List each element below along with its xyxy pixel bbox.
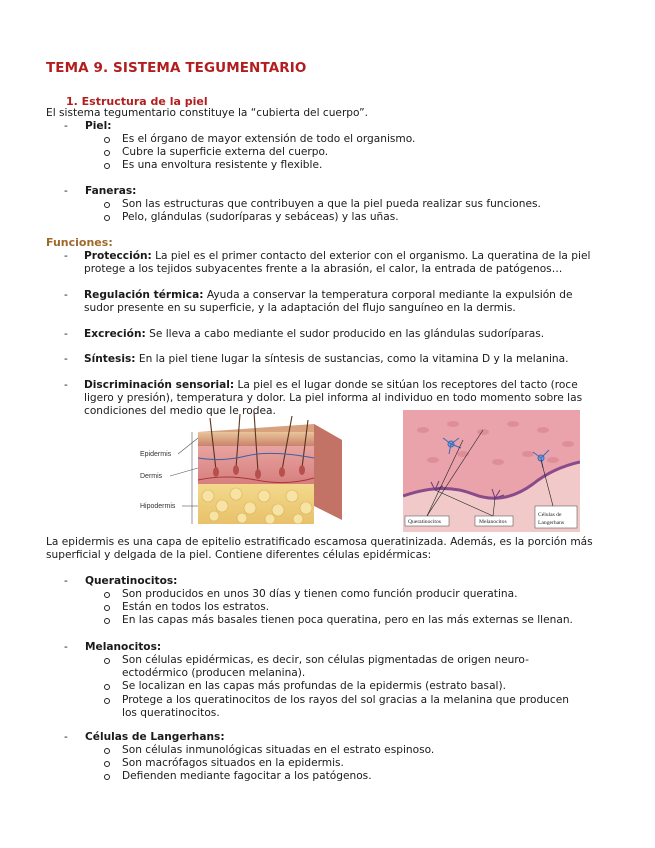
funcion-text: En la piel tiene lugar la síntesis de sustancias, como la vitamina D y la melanina.: [135, 353, 569, 365]
dash-bullet: -: [64, 328, 68, 340]
funcion-text: La piel es el primer contacto del exterior con el organismo. La queratina de la piel protege a los tejidos subyacentes frente a la abrasión, el calor, la entrada de patógenos…: [84, 250, 591, 276]
label-langerhans: Células de Langerhans: [538, 512, 565, 526]
list-item: Es el órgano de mayor extensión de todo el organismo.: [104, 133, 604, 146]
funcion-label: Síntesis:: [84, 353, 136, 365]
funcion-regulacion: [84, 289, 600, 315]
figure1-leader-lines: [170, 432, 198, 524]
funcion-text: Se lleva a cabo mediante el sudor producido en las glándulas sudoríparas.: [145, 328, 545, 340]
dash-bullet: -: [64, 289, 68, 301]
funcion-excrecion: [84, 328, 600, 341]
label-hipodermis: Hipodermis: [140, 503, 176, 510]
dash-bullet: -: [64, 185, 68, 197]
funcion-label: Protección:: [84, 250, 152, 262]
dash-bullet: -: [64, 120, 68, 132]
list-item: Son células inmunológicas situadas en el estrato espinoso.: [104, 744, 604, 757]
list-item: Cubre la superficie externa del cuerpo.: [104, 146, 604, 159]
dash-bullet: -: [64, 641, 68, 653]
queratinocitos-label: Queratinocitos:: [85, 575, 178, 587]
melanocitos-label: Melanocitos:: [85, 641, 162, 653]
list-item: Son producidos en unos 30 días y tienen como función producir queratina.: [104, 588, 604, 601]
skin-side-face: [314, 424, 342, 520]
list-item: Son células epidérmicas, es decir, son células pigmentadas de origen neuro-ectodérmico (producen melanina).: [104, 654, 584, 680]
intro-text: El sistema tegumentario constituye la “cubierta del cuerpo”.: [46, 107, 368, 119]
dash-bullet: -: [64, 731, 68, 743]
funciones-heading: Funciones:: [46, 236, 113, 249]
list-item: Son las estructuras que contribuyen a que la piel pueda realizar sus funciones.: [104, 198, 604, 211]
label-dermis: Dermis: [140, 473, 163, 480]
list-item: Están en todos los estratos.: [104, 601, 604, 614]
melanocitos-list: [104, 654, 584, 720]
list-item: Es una envoltura resistente y flexible.: [104, 159, 604, 172]
page-title: TEMA 9. SISTEMA TEGUMENTARIO: [46, 60, 307, 76]
list-item: Son macrófagos situados en la epidermis.: [104, 757, 604, 770]
faneras-list: [104, 198, 604, 224]
list-item: Se localizan en las capas más profundas de la epidermis (estrato basal).: [104, 680, 584, 693]
list-item: En las capas más basales tienen poca queratina, pero en las más externas se llenan.: [104, 614, 604, 627]
list-item: Defienden mediante fagocitar a los patógenos.: [104, 770, 604, 783]
faneras-label: Faneras:: [85, 185, 137, 197]
langerhans-list: [104, 744, 604, 784]
skin-cross-section-figure: [136, 410, 348, 534]
funcion-proteccion: [84, 250, 600, 276]
label-epidermis: Epidermis: [140, 451, 172, 458]
dash-bullet: -: [64, 250, 68, 262]
dash-bullet: -: [64, 353, 68, 365]
epidermis-paragraph: La epidermis es una capa de epitelio estratificado escamosa queratinizada. Además, es la porción más superficial y delgada de la piel. Contiene diferentes células epidérmicas:: [46, 536, 593, 562]
queratinocitos-list: [104, 588, 604, 628]
section-heading: 1. Estructura de la piel: [66, 95, 208, 108]
label-queratinocitos: Queratinocitos: [408, 519, 441, 525]
dash-bullet: -: [64, 575, 68, 587]
funcion-label: Discriminación sensorial:: [84, 379, 235, 391]
piel-list: [104, 133, 604, 173]
dash-bullet: -: [64, 379, 68, 391]
funcion-text: La piel es el lugar donde se sitúan los receptores del tacto (roce ligero y presión), temperatura y dolor. La piel informa al individuo en todo momento sobre las condiciones del medio que le rodea.: [84, 379, 583, 418]
list-item: Protege a los queratinocitos de los rayos del sol gracias a la melanina que producen los queratinocitos.: [104, 694, 584, 720]
label-melanocitos: Melanocitos: [479, 519, 507, 525]
funcion-label: Regulación térmica:: [84, 289, 204, 301]
piel-label: Piel:: [85, 120, 112, 132]
list-item: Pelo, glándulas (sudoríparas y sebáceas) y las uñas.: [104, 211, 604, 224]
funcion-sintesis: [84, 353, 600, 366]
funcion-text: Ayuda a conservar la temperatura corporal mediante la expulsión de sudor presente en su superficie, y la adaptación del flujo sanguíneo en la dermis.: [84, 289, 573, 315]
funcion-label: Excreción:: [84, 328, 146, 340]
langerhans-label: Células de Langerhans:: [85, 731, 225, 743]
figure1-labels: [140, 451, 176, 510]
epidermis-histology-figure: [403, 410, 580, 532]
